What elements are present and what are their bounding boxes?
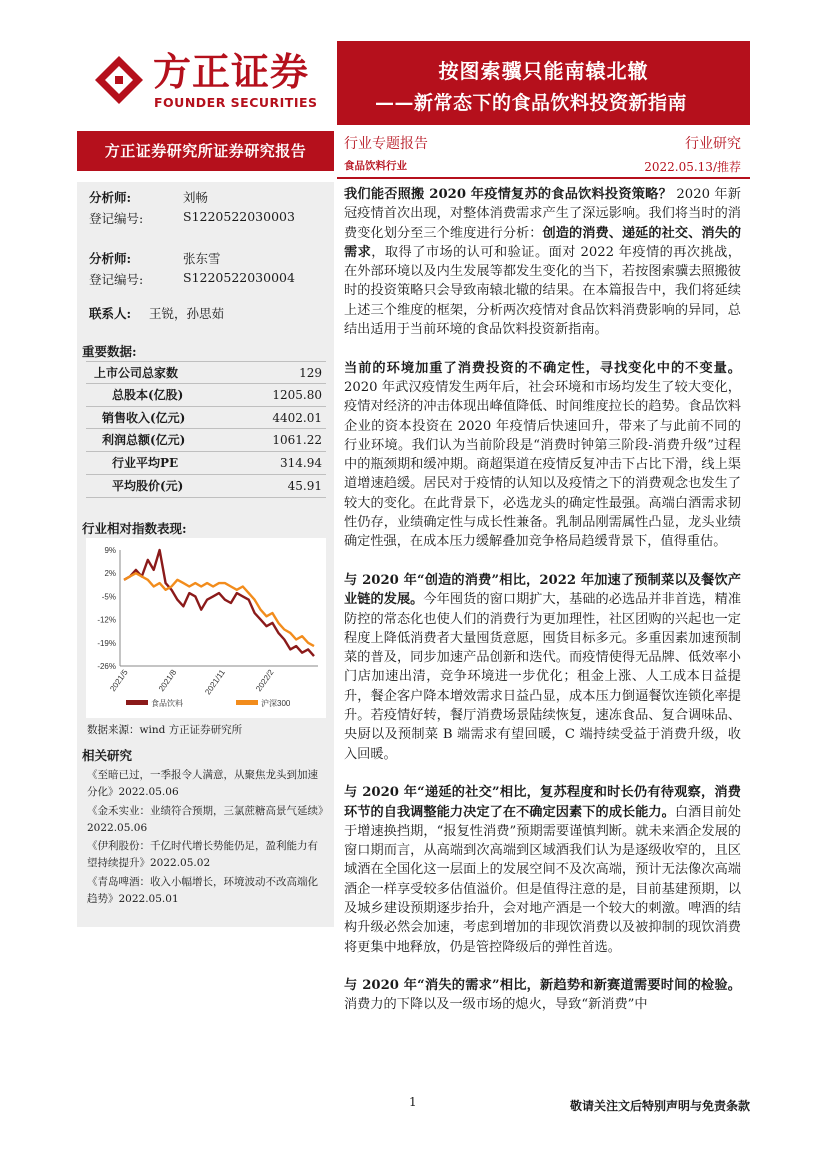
- key-data-table: [86, 361, 326, 498]
- table-row: 利润总额(亿元) 1061.22: [86, 429, 326, 452]
- key-data-title: 重要数据:: [82, 344, 137, 359]
- founder-logo-icon: [93, 54, 145, 106]
- paragraph-3: 与 2020 年“创造的消费”相比，2022 年加速了预制菜以及餐饮产业链的发展。今年囤货的窗口期扩大，基础的必选品并非首选，精准防控的常态化也使人们的消费行为更加理性，社区团购的兴起也一定程度上降低消费者大量囤货意愿，囤货目标多元。多重因素加速预制菜的普及，同步加速产品创新和迭代。而疫情使得无品牌、低效率小门店加速出清，竞争环境进一步优化；租金上涨、人工成本日益提升，餐企客户降本增效需求日益凸显，成本压力倒逼餐饮连锁化率提升。若疫情好转，餐厅消费场景陆续恢复，速冻食品、复合调味品、央厨以及预制菜 B 端需求有望回暖，C 端持续受益于消费升级，收入回暖。: [344, 572, 742, 762]
- company-logo: [93, 50, 323, 114]
- related-item: 《金禾实业：业绩符合预期，三氯蔗糖高景气延续》2022.05.06: [87, 805, 324, 834]
- contact-names: 王锐，孙思茹: [149, 306, 225, 321]
- institute-banner: 方正证券研究所证券研究报告: [77, 131, 334, 171]
- reg-number: S1220522030003: [183, 209, 295, 224]
- paragraph-4: 与 2020 年“递延的社交”相比，复苏程度和时长仍有待观察，消费环节的自我调整能力决定了在不确定因素下的成长能力。白酒目前处于增速换挡期，“报复性消费”预期需要谨慎判断。就未来酒企发展的窗口期而言，从高端到次高端到区域酒我们认为是逐级收窄的，且区域酒在全国化这一层面上的发展空间不及次高端，预计无法像次高端酒企一样享受较多估值溢价。但是值得注意的是，目前基建预期，以及城乡建设预期逐步抬升，会对地产酒是一个较大的刺激。啤酒的结构升级必然会加速，考虑到增加的非现饮消费以及被抑制的现饮消费将更集中地释放，仍是管控降级后的弹性首选。: [344, 785, 742, 955]
- report-title: 按图索骥只能南辕北辙: [438, 59, 649, 83]
- y-tick-label: -26%: [97, 662, 116, 671]
- table-row: 总股本(亿股) 1205.80: [86, 384, 326, 407]
- industry-name: 食品饮料行业: [344, 160, 407, 172]
- related-item: 《青岛啤酒：收入小幅增长，环境波动不改高端化趋势》2022.05.01: [87, 876, 318, 905]
- legend-label: 沪深300: [261, 699, 291, 708]
- index-perf-title: 行业相对指数表现:: [82, 521, 187, 536]
- date-rating: 2022.05.13/推荐: [644, 160, 741, 174]
- y-tick-label: -19%: [97, 638, 116, 648]
- y-tick-label: 2%: [104, 569, 116, 579]
- reg-number: S1220522030004: [183, 270, 295, 285]
- series-line: [124, 573, 314, 646]
- report-subtitle: ——新常态下的食品饮料投资新指南: [375, 92, 688, 114]
- table-row: 行业平均PE 314.94: [86, 452, 326, 475]
- report-category: 行业研究: [685, 136, 741, 152]
- logo-text-cn: 方正证券: [153, 50, 310, 94]
- paragraph-5: 与 2020 年“消失的需求”相比，新趋势和新赛道需要时间的检验。消费力的下降以及一级市场的熄火，导致“新消费”中: [344, 978, 741, 1013]
- footer-disclaimer: 敬请关注文后特别声明与免责条款: [569, 1099, 750, 1113]
- logo-text-en: FOUNDER SECURITIES: [154, 95, 318, 110]
- reg-label: 登记编号:: [89, 211, 144, 226]
- legend-label: 食品饮料: [151, 699, 183, 708]
- y-tick-label: -12%: [97, 615, 116, 625]
- x-tick-label: 2021/5: [108, 667, 130, 694]
- analyst-label: 分析师:: [89, 251, 132, 266]
- report-title-banner: [337, 41, 750, 125]
- related-item: 《至暗已过，一季报令人满意，从聚焦龙头到加速分化》2022.05.06: [87, 769, 318, 798]
- analyst-name: 张东雪: [183, 251, 221, 266]
- paragraph-1: 我们能否照搬 2020 年疫情复苏的食品饮料投资策略？ 2020 年新冠疫情首次出现，对整体消费需求产生了深远影响。我们将当时的消费变化划分至三个维度进行分析：创造的消费、递延的社交、消失的需求，取得了市场的认可和验证。面对 2022 年疫情的再次挑战，在外部环境以及内生发展等都发生变化的当下，若按图索骥去照搬彼时的投资策略只会导致南辕北辙的结果。在本篇报告中，我们将延续上述三个维度的框架，分析两次疫情对食品饮料消费影响的异同，总结出适用于当前环境的食品饮料投资新指南。: [344, 187, 742, 338]
- x-tick-label: 2021/8: [156, 667, 179, 694]
- analyst-label: 分析师:: [89, 190, 132, 205]
- table-row: 销售收入(亿元) 4402.01: [86, 407, 326, 430]
- report-body: [344, 185, 741, 1034]
- report-type: 行业专题报告: [344, 136, 428, 152]
- related-title: 相关研究: [82, 748, 133, 763]
- page-number: 1: [409, 1095, 417, 1109]
- legend-swatch: [126, 700, 148, 705]
- x-tick-label: 2021/11: [203, 667, 227, 697]
- paragraph-2: 当前的环境加重了消费投资的不确定性，寻找变化中的不变量。2020 年武汉疫情发生两年后，社会环境和市场均发生了较大变化，疫情对经济的冲击体现出峰值降低、时间维度拉长的趋势。食品饮料企业的资本投资在 2020 年疫情后快速回升，带来了与此前不同的行业环境。我们认为当前阶段是“消费时钟第三阶段-消费升级”过程中的瓶颈期和缓冲期。商超渠道在疫情反复冲击下占比下滑，线上渠道增速趋缓。居民对于疫情的认知以及疫情之下的消费观念也发生了较大的变化。在此背景下，必选龙头的确定性最强。高端白酒需求韧性仍存，业绩确定性与成长性兼备。乳制品刚需属性凸显，龙头业绩确定性强，在成本压力缓解叠加竞争格局趋缓背景下，值得重估。: [344, 360, 741, 550]
- relative-index-chart: [86, 538, 326, 718]
- analyst-name: 刘畅: [183, 190, 209, 205]
- table-row: 平均股价(元) 45.91: [86, 475, 326, 498]
- chart-source: 数据来源：wind 方正证券研究所: [87, 724, 243, 736]
- y-tick-label: 9%: [104, 546, 116, 555]
- reg-label: 登记编号:: [89, 272, 144, 287]
- table-row: 上市公司总家数 129: [86, 361, 326, 384]
- contact-label: 联系人:: [89, 306, 132, 321]
- left-sidebar: [77, 182, 334, 927]
- series-line: [124, 550, 314, 656]
- related-item: 《伊利股份：千亿时代增长势能仍足，盈利能力有望持续提升》2022.05.02: [87, 840, 318, 869]
- chart-svg: [86, 538, 326, 718]
- legend-swatch: [236, 700, 258, 705]
- y-tick-label: -5%: [101, 592, 116, 602]
- header-divider: [337, 177, 750, 179]
- industry-row: [344, 158, 741, 176]
- x-tick-label: 2022/2: [254, 667, 276, 694]
- report-type-row: [344, 133, 741, 153]
